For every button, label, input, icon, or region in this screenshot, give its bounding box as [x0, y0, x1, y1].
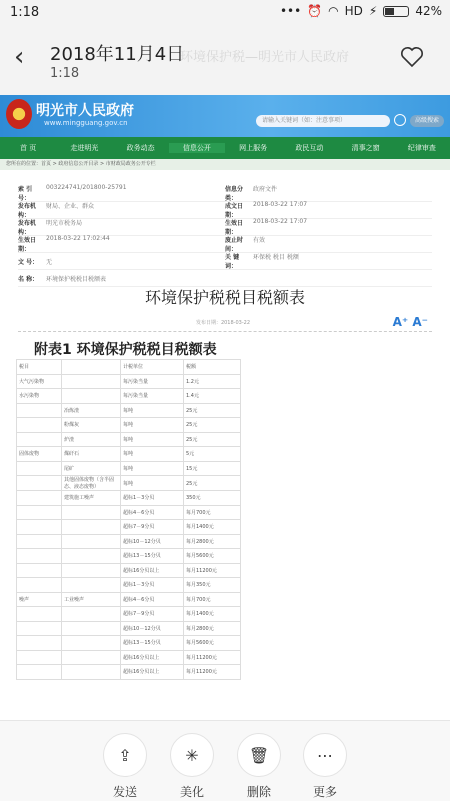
meta-cell: [18, 274, 225, 283]
table-cell: [17, 418, 62, 433]
meta-key: 信息分类：: [225, 186, 244, 202]
table-cell: 大气污染物: [17, 374, 62, 389]
table-cell: [62, 650, 121, 665]
table-row: [17, 389, 241, 404]
nav-item[interactable]: 政务动态: [126, 144, 155, 152]
dots-icon: •••: [279, 4, 302, 18]
table-cell: 每月5600元: [184, 549, 241, 564]
heart-icon[interactable]: [400, 46, 424, 68]
table-cell: 冶炼渣: [62, 403, 121, 418]
alarm-icon: ⏰: [307, 4, 323, 18]
meta-cell: [225, 184, 432, 202]
table-cell: 粉煤灰: [62, 418, 121, 433]
table-cell: [17, 665, 62, 680]
nav-item[interactable]: 政民互动: [295, 144, 324, 152]
table-cell: [62, 389, 121, 404]
table-cell: [62, 534, 121, 549]
status-bar: [0, 0, 450, 26]
table-row: [17, 461, 241, 476]
meta-value: 环境保护税税目税额表: [46, 275, 107, 283]
table-cell: 水污染物: [17, 389, 62, 404]
table-cell: [17, 578, 62, 593]
table-cell: [17, 607, 62, 622]
table-cell: 15元: [184, 461, 241, 476]
table-cell: 每月1400元: [184, 607, 241, 622]
top-bar: [0, 26, 450, 92]
table-cell: [17, 476, 62, 491]
wifi-icon: ◠: [328, 4, 339, 18]
table-cell: [62, 578, 121, 593]
sparkle-icon[interactable]: ✳: [170, 733, 214, 777]
table-row: [17, 432, 241, 447]
emblem-icon: [6, 99, 32, 129]
table-cell: [62, 665, 121, 680]
table-cell: [62, 636, 121, 651]
site-url: www.mingguang.gov.cn: [44, 119, 128, 127]
meta-key: 名 称：: [18, 275, 39, 283]
meta-cell: [18, 257, 225, 266]
meta-key: 生效日期：: [18, 237, 37, 253]
meta-key: 关 键 词：: [225, 254, 240, 270]
table-cell: 超标7－9分贝: [121, 520, 184, 535]
meta-row: [18, 253, 432, 270]
table-cell: [17, 461, 62, 476]
meta-key: 废止时间：: [225, 237, 244, 253]
table-row: [17, 563, 241, 578]
signal-icon: HD: [344, 4, 363, 18]
search-input[interactable]: 请输入关键词（如：注意事项）: [256, 115, 390, 127]
meta-key: 发布机构：: [18, 220, 37, 236]
table-cell: 其他固体废物（含半固态、液态废物）: [62, 476, 121, 491]
table-row: [17, 447, 241, 462]
breadcrumb: 您所在的位置：首页 > 政府信息公开目录 > 市财政局政务公开专栏: [0, 159, 450, 170]
table-cell: 超标10－12分贝: [121, 534, 184, 549]
nav-item[interactable]: 清事之窗: [351, 144, 380, 152]
nav-item[interactable]: 纪律审查: [407, 144, 436, 152]
battery-percent: 42%: [415, 4, 442, 18]
table-row: [17, 650, 241, 665]
table-cell: 25元: [184, 432, 241, 447]
table-cell: 炉渣: [62, 432, 121, 447]
table-cell: 5元: [184, 447, 241, 462]
meta-value: 明光市税务局: [46, 220, 83, 227]
table-cell: 每污染当量: [121, 389, 184, 404]
meta-row: [18, 236, 432, 253]
meta-key: 发布机构：: [18, 203, 37, 219]
action-label: 美化: [179, 785, 204, 799]
table-cell: [17, 432, 62, 447]
table-cell: [17, 491, 62, 506]
advanced-search-button[interactable]: 高级搜索: [410, 115, 444, 127]
meta-key: 索 引 号：: [18, 186, 33, 202]
table-cell: 超标7－9分贝: [121, 607, 184, 622]
table-cell: [62, 360, 121, 375]
page-title: 2018年11月4日: [50, 44, 185, 65]
table-cell: 超标1－3分贝: [121, 491, 184, 506]
meta-value: 财局、企业、群众: [46, 203, 95, 210]
table-cell: 1.4元: [184, 389, 241, 404]
table-cell: 每月11200元: [184, 665, 241, 680]
table-cell: [17, 534, 62, 549]
meta-cell: [225, 218, 432, 236]
table-cell: [62, 621, 121, 636]
table-row: [17, 534, 241, 549]
bottom-action-bar: [0, 720, 450, 801]
table-cell: [17, 650, 62, 665]
table-row: [17, 520, 241, 535]
table-cell: [62, 549, 121, 564]
table-row: [17, 505, 241, 520]
site-name: 明光市人民政府: [36, 103, 134, 119]
search-icon[interactable]: [394, 114, 406, 126]
meta-value: 无: [46, 258, 53, 266]
more-action[interactable]: [293, 733, 357, 800]
meta-cell: [18, 201, 225, 219]
meta-row: [18, 185, 432, 202]
meta-value: 2018-03-22 17:07: [253, 218, 308, 225]
ghost-page-title: 环境保护税—明光市人民政府: [180, 50, 350, 65]
table-row: [17, 491, 241, 506]
table-cell: 超标16分贝以上: [121, 563, 184, 578]
meta-key: 成文日期：: [225, 203, 244, 219]
table-cell: 每月11200元: [184, 563, 241, 578]
share-action[interactable]: [93, 733, 157, 800]
meta-cell: [18, 184, 225, 202]
table-cell: 每吨: [121, 447, 184, 462]
action-label: 删除: [246, 785, 271, 799]
table-cell: 每月700元: [184, 592, 241, 607]
table-row: [17, 578, 241, 593]
page-time: 1:18: [50, 66, 80, 81]
chevron-left-icon[interactable]: ‹: [14, 42, 25, 72]
table-row: [17, 621, 241, 636]
table-cell: 每吨: [121, 461, 184, 476]
meta-cell: [225, 252, 432, 270]
table-cell: 尾矿: [62, 461, 121, 476]
table-cell: [17, 621, 62, 636]
meta-value: 政府文件: [253, 186, 278, 193]
table-cell: 每吨: [121, 418, 184, 433]
table-title: 附表1 环境保护税税目税额表: [34, 342, 217, 358]
meta-value: 2018-03-22 17:02:44: [46, 235, 110, 242]
table-row: [17, 374, 241, 389]
nav-item-active[interactable]: 信息公开: [169, 143, 225, 153]
meta-cell: [18, 235, 225, 253]
webpage-screenshot: [0, 95, 450, 720]
table-cell: 每污染当量: [121, 374, 184, 389]
table-cell: 每月2800元: [184, 621, 241, 636]
site-nav: [0, 137, 450, 159]
meta-value: 2018-03-22 17:07: [253, 201, 308, 208]
charging-icon: ⚡: [368, 4, 378, 18]
table-cell: 固体废物: [17, 447, 62, 462]
status-time: 1:18: [10, 5, 40, 20]
table-cell: 每月11200元: [184, 650, 241, 665]
table-cell: 每吨: [121, 476, 184, 491]
publish-date: 发布日期：2018-03-22: [195, 320, 250, 326]
table-cell: 超标4－6分贝: [121, 505, 184, 520]
table-cell: [17, 505, 62, 520]
table-cell: [62, 374, 121, 389]
table-cell: 建筑施工噪声: [62, 491, 121, 506]
table-cell: [62, 563, 121, 578]
table-row: [17, 418, 241, 433]
table-cell: 超标16分贝以上: [121, 665, 184, 680]
meta-cell: [18, 218, 225, 236]
table-cell: 每月700元: [184, 505, 241, 520]
table-row: [17, 636, 241, 651]
table-cell: 税目: [17, 360, 62, 375]
table-cell: [17, 563, 62, 578]
table-row: [17, 549, 241, 564]
table-row: [17, 592, 241, 607]
meta-cell: [225, 235, 432, 253]
site-banner: [0, 95, 450, 137]
battery-icon: [383, 6, 409, 17]
table-cell: [17, 403, 62, 418]
table-cell: 25元: [184, 476, 241, 491]
table-cell: 超标13－15分贝: [121, 636, 184, 651]
share-icon[interactable]: ⇪: [103, 733, 147, 777]
table-cell: 超标16分贝以上: [121, 650, 184, 665]
meta-value: 003224741/201800-25791: [46, 184, 127, 191]
table-cell: 每月350元: [184, 578, 241, 593]
table-cell: 税额: [184, 360, 241, 375]
table-row: [17, 665, 241, 680]
meta-value: 有效: [253, 237, 266, 244]
table-cell: 超标4－6分贝: [121, 592, 184, 607]
more-icon[interactable]: ⋯: [303, 733, 347, 777]
table-row: [17, 607, 241, 622]
table-cell: 煤矸石: [62, 447, 121, 462]
table-cell: 工业噪声: [62, 592, 121, 607]
table-cell: 每吨: [121, 403, 184, 418]
table-cell: [62, 505, 121, 520]
table-cell: 每吨: [121, 432, 184, 447]
table-cell: 每月2800元: [184, 534, 241, 549]
meta-key: 文 号：: [18, 258, 39, 266]
trash-action[interactable]: [227, 733, 291, 800]
table-row: [17, 403, 241, 418]
table-cell: 每月1400元: [184, 520, 241, 535]
divider: [18, 331, 432, 332]
table-cell: 噪声: [17, 592, 62, 607]
table-cell: 25元: [184, 418, 241, 433]
action-label: 发送: [112, 785, 137, 799]
table-cell: 每月5600元: [184, 636, 241, 651]
sparkle-action[interactable]: [160, 733, 224, 800]
table-cell: [17, 636, 62, 651]
nav-item[interactable]: 走进明光: [70, 144, 99, 152]
table-cell: 超标13－15分贝: [121, 549, 184, 564]
table-cell: 25元: [184, 403, 241, 418]
meta-row: [18, 202, 432, 219]
table-cell: [62, 607, 121, 622]
table-cell: [17, 549, 62, 564]
meta-cell: [225, 201, 432, 219]
table-cell: [17, 520, 62, 535]
table-cell: 计税单位: [121, 360, 184, 375]
table-cell: 1.2元: [184, 374, 241, 389]
document-title: 环境保护税税目税额表: [144, 288, 305, 307]
document-meta: [18, 185, 432, 287]
table-row: [17, 476, 241, 491]
font-size-buttons[interactable]: A⁺ A⁻: [392, 315, 428, 329]
trash-icon[interactable]: 🗑: [237, 733, 281, 777]
nav-item[interactable]: 首 页: [20, 144, 37, 152]
table-row: [17, 360, 241, 375]
meta-key: 生效日期：: [225, 220, 244, 236]
table-cell: 超标1－3分贝: [121, 578, 184, 593]
table-cell: 350元: [184, 491, 241, 506]
tax-table: [16, 359, 241, 680]
meta-value: 环保税 税目 税额: [253, 254, 299, 261]
table-cell: [62, 520, 121, 535]
nav-item[interactable]: 网上服务: [239, 144, 268, 152]
action-label: 更多: [312, 785, 337, 799]
meta-row: [18, 219, 432, 236]
table-cell: 超标10－12分贝: [121, 621, 184, 636]
